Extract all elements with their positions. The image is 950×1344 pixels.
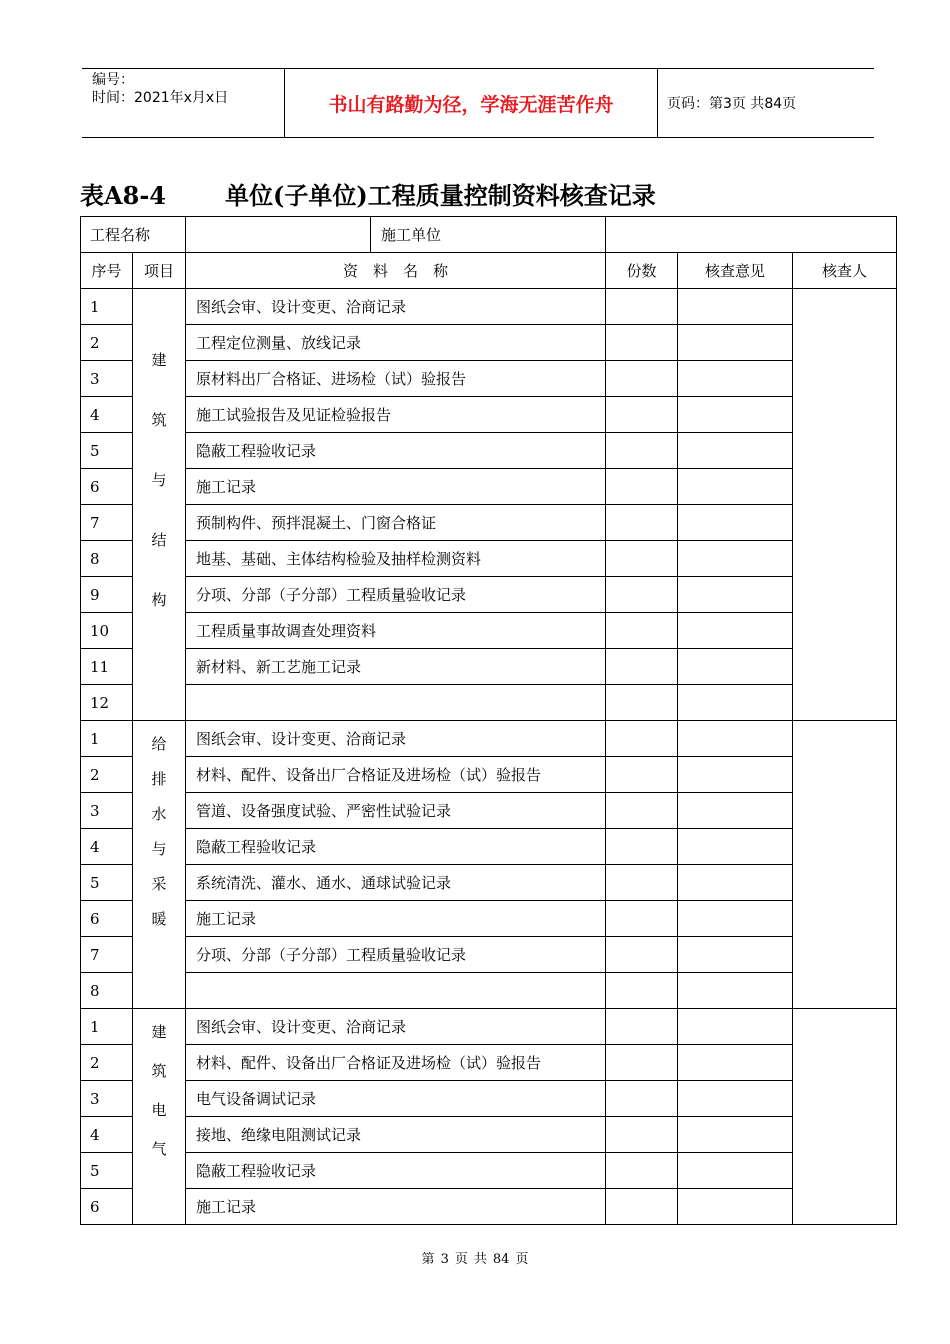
table-row [81,505,897,541]
table-row [81,397,897,433]
table-row [81,1189,897,1225]
table-row [81,757,897,793]
table-row [81,649,897,685]
copies-cell[interactable] [606,1153,678,1189]
row-number: 4 [81,829,133,865]
opinion-cell[interactable] [678,829,793,865]
checker-cell[interactable] [793,289,897,721]
page-header [82,68,874,138]
opinion-cell[interactable] [678,289,793,325]
row-number: 1 [81,289,133,325]
copies-cell[interactable] [606,289,678,325]
copies-cell[interactable] [606,1081,678,1117]
table-row [81,685,897,721]
copies-cell[interactable] [606,469,678,505]
motto-text: 书山有路勤为径，学海无涯苦作舟 [328,93,614,116]
copies-cell[interactable] [606,1045,678,1081]
document-name: 施工试验报告及见证检验报告 [186,397,606,433]
category-char: 排 [151,770,167,788]
row-number: 1 [81,1009,133,1045]
col-seq-header: 序号 [81,253,133,289]
project-info-row [81,217,897,253]
opinion-cell[interactable] [678,757,793,793]
opinion-cell[interactable] [678,1153,793,1189]
opinion-cell[interactable] [678,793,793,829]
number-label: 编号： [92,72,134,88]
table-row [81,973,897,1009]
table-row [81,469,897,505]
category-char: 给 [151,735,167,753]
opinion-cell[interactable] [678,1189,793,1225]
opinion-cell[interactable] [678,865,793,901]
category-char: 筑 [151,1062,167,1080]
footer-word-di: 第 [421,1252,435,1267]
opinion-cell[interactable] [678,649,793,685]
table-row [81,937,897,973]
footer-total-pages: 84 [492,1252,510,1267]
form-title: 单位(子单位)工程质量控制资料核查记录 [225,181,656,210]
document-name: 材料、配件、设备出厂合格证及进场检（试）验报告 [186,757,606,793]
col-copies-header: 份数 [606,253,678,289]
category-char: 电 [151,1101,167,1119]
column-header-row [81,253,897,289]
opinion-cell[interactable] [678,685,793,721]
opinion-cell[interactable] [678,469,793,505]
footer-word-ye-2: 页 [515,1252,529,1267]
row-number: 5 [81,865,133,901]
document-name: 图纸会审、设计变更、洽商记录 [186,721,606,757]
row-number: 2 [81,325,133,361]
col-item-header: 项目 [133,253,186,289]
contractor-value[interactable] [606,217,897,253]
copies-cell[interactable] [606,937,678,973]
copies-cell[interactable] [606,793,678,829]
document-name: 图纸会审、设计变更、洽商记录 [186,289,606,325]
row-number: 3 [81,793,133,829]
copies-cell[interactable] [606,685,678,721]
document-name: 隐蔽工程验收记录 [186,829,606,865]
copies-cell[interactable] [606,505,678,541]
document-name: 分项、分部（子分部）工程质量验收记录 [186,577,606,613]
header-motto-cell [285,69,658,137]
category-cell [133,1009,186,1225]
category-char: 建 [151,1023,167,1041]
row-number: 7 [81,505,133,541]
row-number: 11 [81,649,133,685]
copies-cell[interactable] [606,433,678,469]
time-label: 时间：2021年x月x日 [92,90,229,106]
row-number: 7 [81,937,133,973]
category-cell [133,289,186,721]
category-label [133,1009,185,1159]
document-name: 接地、绝缘电阻测试记录 [186,1117,606,1153]
category-char: 构 [151,591,167,609]
document-name: 电气设备调试记录 [186,1081,606,1117]
opinion-cell[interactable] [678,613,793,649]
document-name: 施工记录 [186,1189,606,1225]
category-char: 采 [151,875,167,893]
col-checker-header: 核查人 [793,253,897,289]
copies-cell[interactable] [606,1189,678,1225]
category-char: 与 [151,471,167,489]
page-footer [0,1248,950,1267]
table-row [81,433,897,469]
opinion-cell[interactable] [678,433,793,469]
opinion-cell[interactable] [678,577,793,613]
row-number: 6 [81,469,133,505]
copies-cell[interactable] [606,865,678,901]
copies-cell[interactable] [606,541,678,577]
opinion-cell[interactable] [678,325,793,361]
table-row [81,793,897,829]
category-char: 气 [151,1140,167,1158]
document-name: 工程定位测量、放线记录 [186,325,606,361]
copies-cell[interactable] [606,829,678,865]
copies-cell[interactable] [606,1009,678,1045]
copies-cell[interactable] [606,901,678,937]
table-row [81,541,897,577]
copies-cell[interactable] [606,325,678,361]
row-number: 9 [81,577,133,613]
opinion-cell[interactable] [678,901,793,937]
table-row [81,1153,897,1189]
row-number: 5 [81,1153,133,1189]
copies-cell[interactable] [606,649,678,685]
opinion-cell[interactable] [678,721,793,757]
row-number: 6 [81,1189,133,1225]
row-number: 3 [81,361,133,397]
table-row [81,865,897,901]
copies-cell[interactable] [606,361,678,397]
header-page-cell [658,69,874,137]
row-number: 8 [81,541,133,577]
footer-page-number: 3 [440,1252,449,1267]
table-row [81,1081,897,1117]
opinion-cell[interactable] [678,1117,793,1153]
project-name-value[interactable] [186,217,371,253]
document-name: 施工记录 [186,469,606,505]
category-char: 建 [151,351,167,369]
document-name: 材料、配件、设备出厂合格证及进场检（试）验报告 [186,1045,606,1081]
category-label [133,721,185,929]
document-name [186,973,606,1009]
checker-cell[interactable] [793,1009,897,1225]
col-name-header: 资 料 名 称 [186,253,606,289]
table-row [81,289,897,325]
table-row [81,1117,897,1153]
page-info: 页码：第3页 共84页 [667,96,797,112]
row-number: 2 [81,757,133,793]
row-number: 12 [81,685,133,721]
document-name: 施工记录 [186,901,606,937]
copies-cell[interactable] [606,577,678,613]
document-name: 原材料出厂合格证、进场检（试）验报告 [186,361,606,397]
row-number: 8 [81,973,133,1009]
copies-cell[interactable] [606,613,678,649]
table-row [81,901,897,937]
copies-cell[interactable] [606,721,678,757]
table-row [81,577,897,613]
opinion-cell[interactable] [678,1081,793,1117]
category-cell [133,721,186,1009]
document-name: 分项、分部（子分部）工程质量验收记录 [186,937,606,973]
document-name: 工程质量事故调查处理资料 [186,613,606,649]
header-left-cell [82,69,285,137]
row-number: 1 [81,721,133,757]
checker-cell[interactable] [793,721,897,1009]
row-number: 10 [81,613,133,649]
table-row [81,1045,897,1081]
form-code: 表A8-4 [80,181,166,210]
copies-cell[interactable] [606,973,678,1009]
opinion-cell[interactable] [678,397,793,433]
category-label [133,289,185,610]
table-row [81,829,897,865]
category-char: 与 [151,840,167,858]
document-name [186,685,606,721]
row-number: 4 [81,1117,133,1153]
document-name: 管道、设备强度试验、严密性试验记录 [186,793,606,829]
record-table [80,216,897,1225]
project-name-label: 工程名称 [81,217,186,253]
opinion-cell[interactable] [678,541,793,577]
col-opinion-header: 核查意见 [678,253,793,289]
opinion-cell[interactable] [678,505,793,541]
contractor-label: 施工单位 [371,217,606,253]
document-name: 地基、基础、主体结构检验及抽样检测资料 [186,541,606,577]
copies-cell[interactable] [606,1117,678,1153]
document-name: 隐蔽工程验收记录 [186,1153,606,1189]
document-name: 图纸会审、设计变更、洽商记录 [186,1009,606,1045]
opinion-cell[interactable] [678,1045,793,1081]
row-number: 4 [81,397,133,433]
document-name: 系统清洗、灌水、通水、通球试验记录 [186,865,606,901]
row-number: 6 [81,901,133,937]
row-number: 3 [81,1081,133,1117]
copies-cell[interactable] [606,757,678,793]
footer-word-gong: 共 [473,1252,487,1267]
category-char: 暖 [151,910,167,928]
table-row [81,721,897,757]
table-row [81,613,897,649]
category-char: 结 [151,531,167,549]
category-char: 筑 [151,411,167,429]
document-name: 预制构件、预拌混凝土、门窗合格证 [186,505,606,541]
opinion-cell[interactable] [678,361,793,397]
category-char: 水 [151,805,167,823]
table-row [81,1009,897,1045]
footer-word-ye: 页 [454,1252,468,1267]
row-number: 2 [81,1045,133,1081]
table-row [81,325,897,361]
document-title [80,176,656,211]
opinion-cell[interactable] [678,937,793,973]
document-name: 隐蔽工程验收记录 [186,433,606,469]
opinion-cell[interactable] [678,973,793,1009]
opinion-cell[interactable] [678,1009,793,1045]
row-number: 5 [81,433,133,469]
document-name: 新材料、新工艺施工记录 [186,649,606,685]
table-row [81,361,897,397]
copies-cell[interactable] [606,397,678,433]
